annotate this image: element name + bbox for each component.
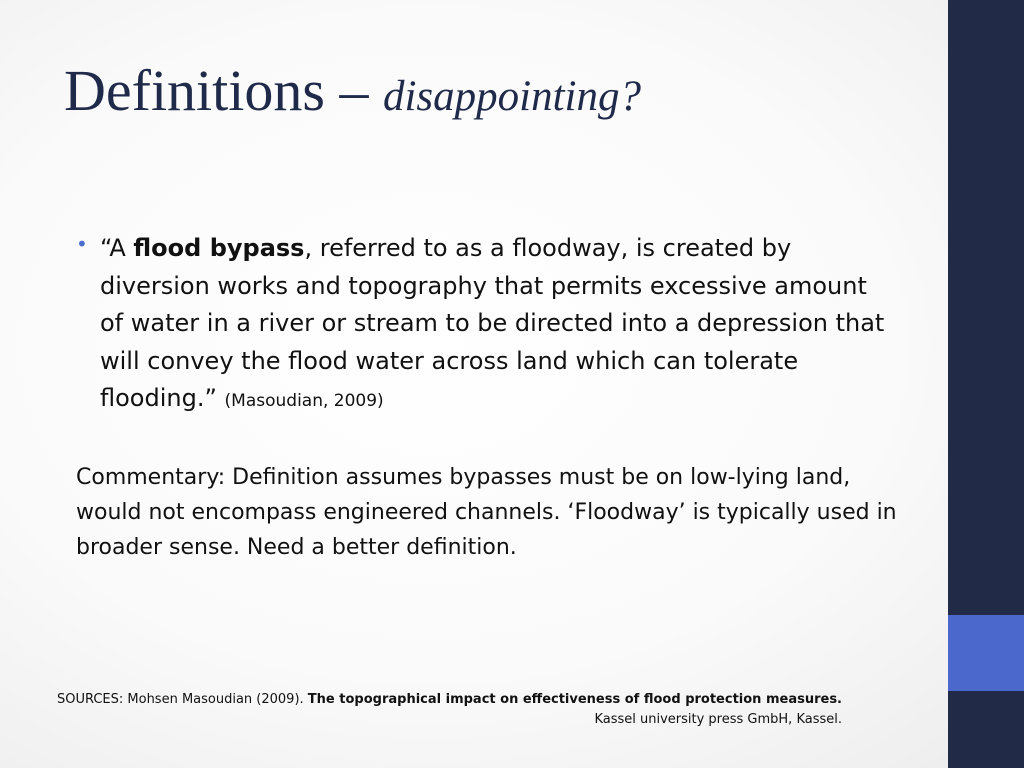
sources-work-title: The topographical impact on effectiveness of flood protection measures. <box>307 692 842 707</box>
term-flood-bypass: flood bypass <box>133 234 305 262</box>
sources-line-1 <box>57 690 842 710</box>
definition-text <box>100 230 896 421</box>
sources-publisher: Kassel university press GmbH, Kassel. <box>594 712 842 727</box>
sidebar-accent-block <box>948 615 1024 691</box>
sources-footnote <box>57 690 842 730</box>
bullet-dot-icon: • <box>76 232 88 256</box>
definition-body: , referred to as a floodway, is created by diversion works and topography that permits excessive amount of water in a river or stream to be directed into a depression that will convey the flood water across land which can tolerate flooding.” <box>100 234 885 412</box>
citation: (Masoudian, 2009) <box>224 391 384 411</box>
title-main: Definitions – <box>64 58 369 123</box>
title-subtitle: disappointing? <box>382 73 642 120</box>
slide-title <box>64 58 642 123</box>
open-quote: “A <box>100 234 134 262</box>
commentary-text: Commentary: Definition assumes bypasses must be on low-lying land, would not encompass engineered channels. ‘Floodway’ is typically used in broader sense. Need a better definition. <box>76 465 897 560</box>
bullet-item-definition <box>76 230 896 421</box>
sources-prefix: SOURCES: Mohsen Masoudian (2009). <box>56 692 308 707</box>
